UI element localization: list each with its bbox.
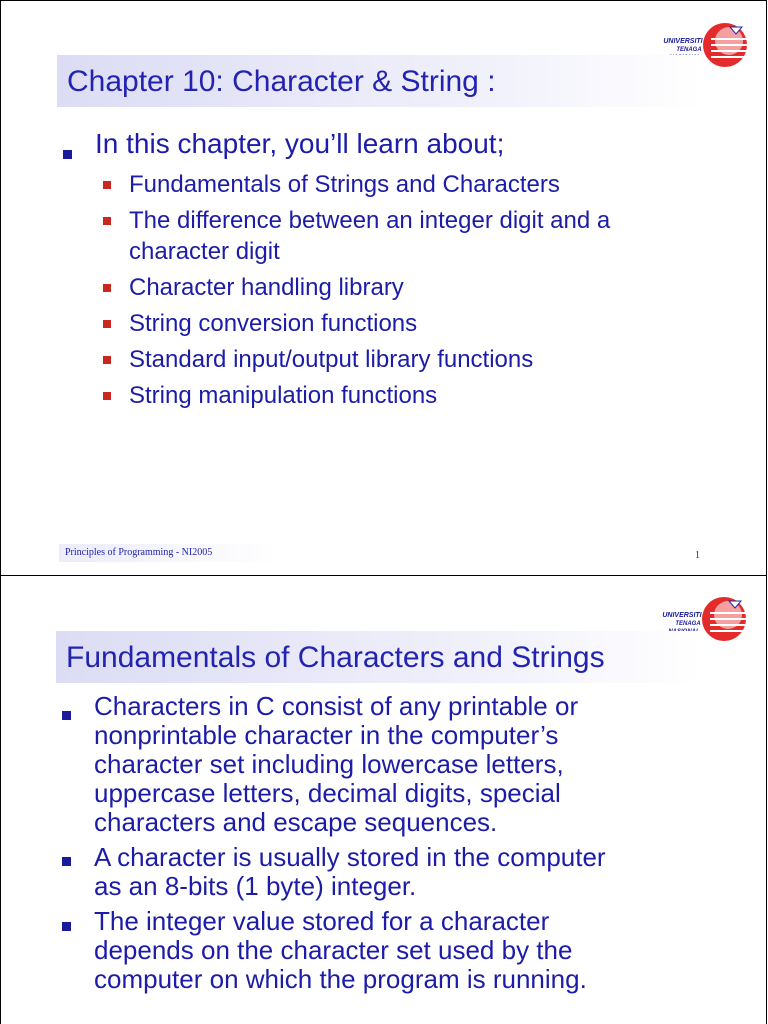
bullet-square-icon xyxy=(103,217,111,225)
list-item: Character handling library xyxy=(129,272,610,303)
paragraph-bullet: A character is usually stored in the computer as an 8-bits (1 byte) integer. xyxy=(94,842,606,901)
logo-text-2: TENAGA xyxy=(675,621,701,627)
slide-title: Chapter 10: Character & String : xyxy=(67,65,496,98)
bullet-square-icon xyxy=(62,922,71,931)
list-item: Standard input/output library functions xyxy=(129,344,610,375)
logo-text-1: UNIVERSITI xyxy=(663,38,703,45)
topic-list xyxy=(129,169,610,416)
list-item: String conversion functions xyxy=(129,308,610,339)
slide-footer: Principles of Programming - NI2005 xyxy=(59,544,279,562)
list-item: Fundamentals of Strings and Characters xyxy=(129,169,610,200)
logo-text-1: UNIVERSITI xyxy=(662,612,702,619)
slide-title: Fundamentals of Characters and Strings xyxy=(66,641,605,674)
list-item: The difference between an integer digit and a character digit xyxy=(129,205,610,267)
paragraph-bullet: The integer value stored for a character depends on the character set used by the computer on which the program is running. xyxy=(94,906,587,994)
bullet-square-icon xyxy=(103,181,111,189)
bullet-square-icon xyxy=(103,356,111,364)
bullet-square-icon xyxy=(103,284,111,292)
bullet-square-icon xyxy=(103,320,111,328)
bullet-square-icon xyxy=(103,392,111,400)
page-number: 1 xyxy=(695,550,700,561)
logo-text-2: TENAGA xyxy=(676,47,702,53)
bullet-square-icon xyxy=(63,150,72,159)
bullet-square-icon xyxy=(62,711,71,720)
list-item: String manipulation functions xyxy=(129,380,610,411)
intro-bullet: In this chapter, you’ll learn about; xyxy=(95,128,505,159)
bullet-square-icon xyxy=(62,857,71,866)
paragraph-bullet: Characters in C consist of any printable or nonprintable character in the computer’s character set including lowercase letters, uppercase letters, decimal digits, special characters and escape sequences. xyxy=(94,691,579,837)
